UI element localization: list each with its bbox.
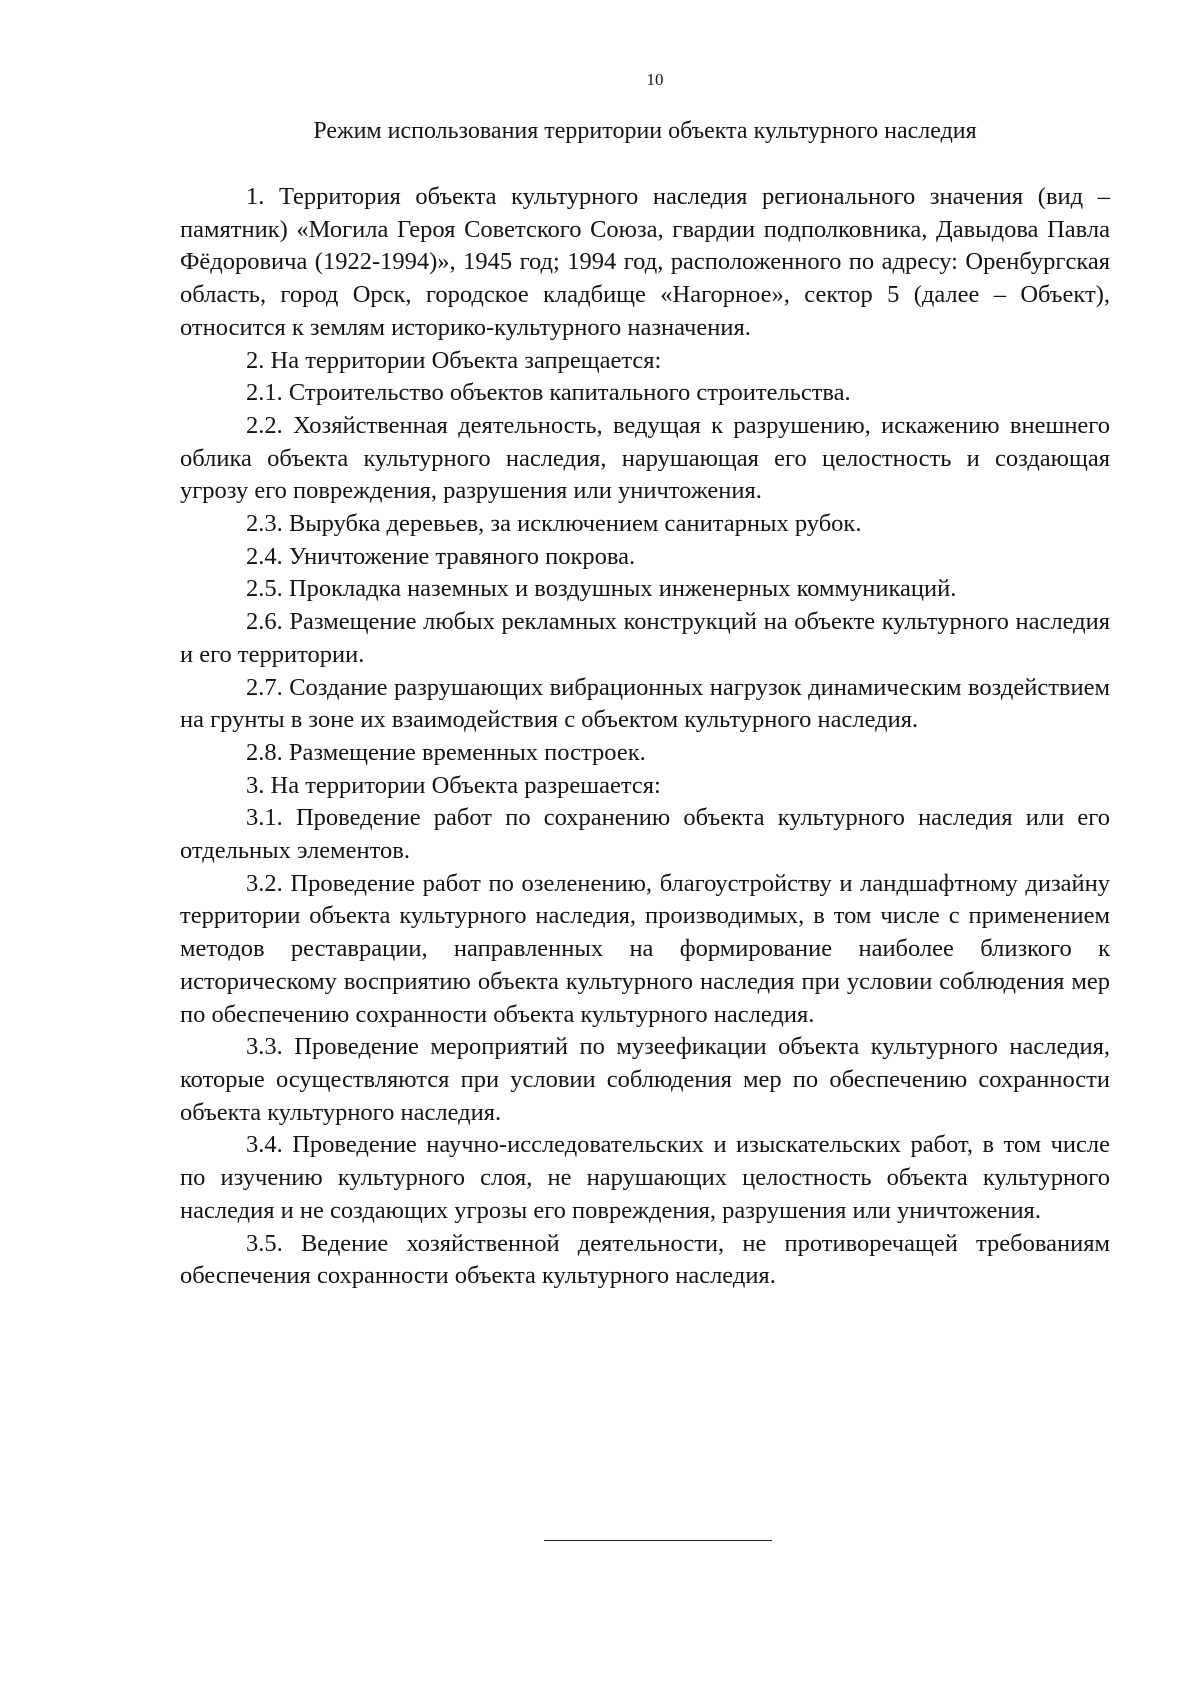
paragraph-2-3: 2.3. Вырубка деревьев, за исключением санитарных рубок. — [246, 510, 862, 538]
paragraph-3-3: 3.3. Проведение мероприятий по музеефикации объекта культурного наследия, которые осуществляются при условии соблюдения мер по обеспечению сохранности объекта культурного наследия. — [180, 1033, 1110, 1126]
paragraph-2-2: 2.2. Хозяйственная деятельность, ведущая к разрушению, искажению внешнего облика объекта культурного наследия, нарушающая его целостность и создающая угрозу его повреждения, разрушения или уничтожения. — [180, 411, 1110, 505]
end-of-document-rule — [544, 1540, 772, 1541]
paragraph-2-1: 2.1. Строительство объектов капитального строительства. — [246, 379, 851, 407]
document-body — [180, 181, 1110, 1293]
paragraph-3-2: 3.2. Проведение работ по озеленению, благоустройству и ландшафтному дизайну территории объекта культурного наследия, производимых, в том числе с применением методов реставрации, направленных на формирование наиболее близкого к историческому восприятию объекта культурного наследия при условии соблюдения мер по обеспечению сохранности объекта культурного наследия. — [180, 869, 1110, 1028]
paragraph-3: 3. На территории Объекта разрешается: — [246, 771, 661, 799]
paragraph-2-7: 2.7. Создание разрушающих вибрационных нагрузок динамическим воздействием на грунты в зоне их взаимодействия с объектом культурного наследия. — [180, 673, 1110, 734]
paragraph-2-4: 2.4. Уничтожение травяного покрова. — [246, 542, 636, 570]
paragraph-2-6: 2.6. Размещение любых рекламных конструкций на объекте культурного наследия и его территории. — [180, 608, 1110, 668]
paragraph-1: 1. Территория объекта культурного наследия регионального значения (вид – памятник) «Могила Героя Советского Союза, гвардии подполковника, Давыдова Павла Фёдоровича (1922-1994)», 1945 год; 1994 год, расположенного по адресу: Оренбургская область, город Орск, городское кладбище «Нагорное», сектор 5 (далее – Объект), относится к землям историко-культурного назначения. — [180, 183, 1110, 341]
paragraph-2-8: 2.8. Размещение временных построек. — [246, 738, 646, 766]
document-title: Режим использования территории объекта культурного наследия — [313, 118, 977, 144]
paragraph-3-1: 3.1. Проведение работ по сохранению объекта культурного наследия или его отдельных элементов. — [180, 804, 1110, 865]
page-number: 10 — [646, 70, 664, 89]
paragraph-3-4: 3.4. Проведение научно-исследовательских и изыскательских работ, в том числе по изучению культурного слоя, не нарушающих целостность объекта культурного наследия и не создающих угрозы его повреждения, разрушения или уничтожения. — [180, 1131, 1110, 1224]
paragraph-2: 2. На территории Объекта запрещается: — [246, 346, 662, 374]
paragraph-3-5: 3.5. Ведение хозяйственной деятельности, не противоречащей требованиям обеспечения сохранности объекта культурного наследия. — [180, 1229, 1110, 1290]
paragraph-2-5: 2.5. Прокладка наземных и воздушных инженерных коммуникаций. — [246, 575, 957, 603]
